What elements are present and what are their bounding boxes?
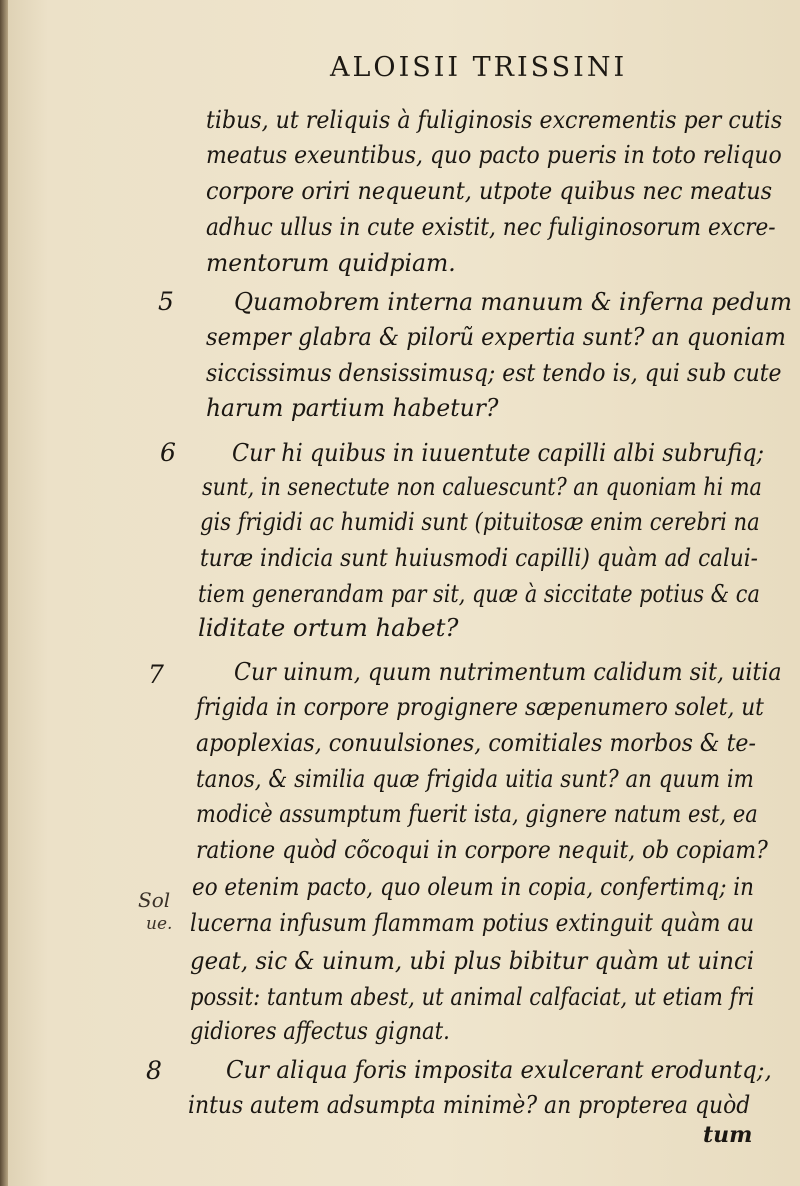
section-number-5: 5 (158, 287, 174, 316)
text-line: possit: tantum abest, ut animal calfaciat, ut etiam fri (190, 982, 755, 1011)
text-line: ratione quòd cõcoqui in corpore nequit, ob copiam? (196, 835, 768, 864)
text-line: adhuc ullus in cute existit, nec fuliginosorum excre- (206, 212, 776, 241)
text-line: liditate ortum habet? (198, 613, 459, 642)
page-gutter (0, 0, 8, 1186)
text-line: intus autem adsumpta minimè? an propterea quòd (188, 1090, 751, 1119)
text-line: tibus, ut reliquis à fuliginosis excrementis per cutis (206, 105, 783, 134)
text-line: tiem generandam par sit, quæ à siccitate potius & ca (198, 579, 760, 608)
text-line: meatus exeuntibus, quo pacto pueris in toto reliquo (206, 140, 782, 169)
catchword: tum (703, 1122, 753, 1148)
text-line: eo etenim pacto, quo oleum in copia, confertimq; in (192, 872, 754, 901)
text-line: gis frigidi ac humidi sunt (pituitosæ enim cerebri na (200, 507, 760, 536)
text-line: corpore oriri nequeunt, utpote quibus nec meatus (206, 176, 773, 205)
text-line: lucerna infusum flammam potius extinguit quàm au (190, 908, 755, 937)
text-line: siccissimus densissimusq; est tendo is, qui sub cute (206, 358, 782, 387)
section-number-6: 6 (160, 438, 176, 467)
text-line: geat, sic & uinum, ubi plus bibitur quàm ut uinci (190, 946, 755, 975)
section-number-7: 7 (148, 660, 164, 689)
text-line: Quamobrem interna manuum & inferna pedum (234, 287, 792, 316)
text-line: tanos, & similia quæ frigida uitia sunt? an quum im (196, 764, 754, 793)
text-line: turæ indicia sunt huiusmodi capilli) quàm ad calui- (200, 543, 758, 572)
text-line: sunt, in senectute non caluescunt? an quoniam hi ma (202, 472, 762, 501)
text-line: harum partium habetur? (206, 393, 499, 422)
text-line: Cur hi quibus in iuuentute capilli albi subrufiq; (232, 438, 765, 467)
text-line: semper glabra & pilorũ expertia sunt? an quoniam (206, 322, 786, 351)
text-line: Cur aliqua foris imposita exulcerant eroduntq;, (226, 1055, 772, 1084)
text-line: mentorum quidpiam. (206, 248, 456, 277)
running-head: ALOISII TRISSINI (330, 52, 628, 83)
text-line: apoplexias, conuulsiones, comitiales morbos & te- (196, 728, 756, 757)
text-line: frigida in corpore progignere sæpenumero solet, ut (196, 692, 764, 721)
section-number-8: 8 (146, 1056, 162, 1085)
text-line: Cur uinum, quum nutrimentum calidum sit, uitia (234, 657, 782, 686)
text-line: gidiores affectus gignat. (190, 1016, 450, 1045)
margin-note-line-1: Sol (138, 888, 171, 912)
text-line: modicè assumptum fuerit ista, gignere natum est, ea (196, 799, 758, 828)
margin-note-line-2: ue. (146, 914, 173, 934)
